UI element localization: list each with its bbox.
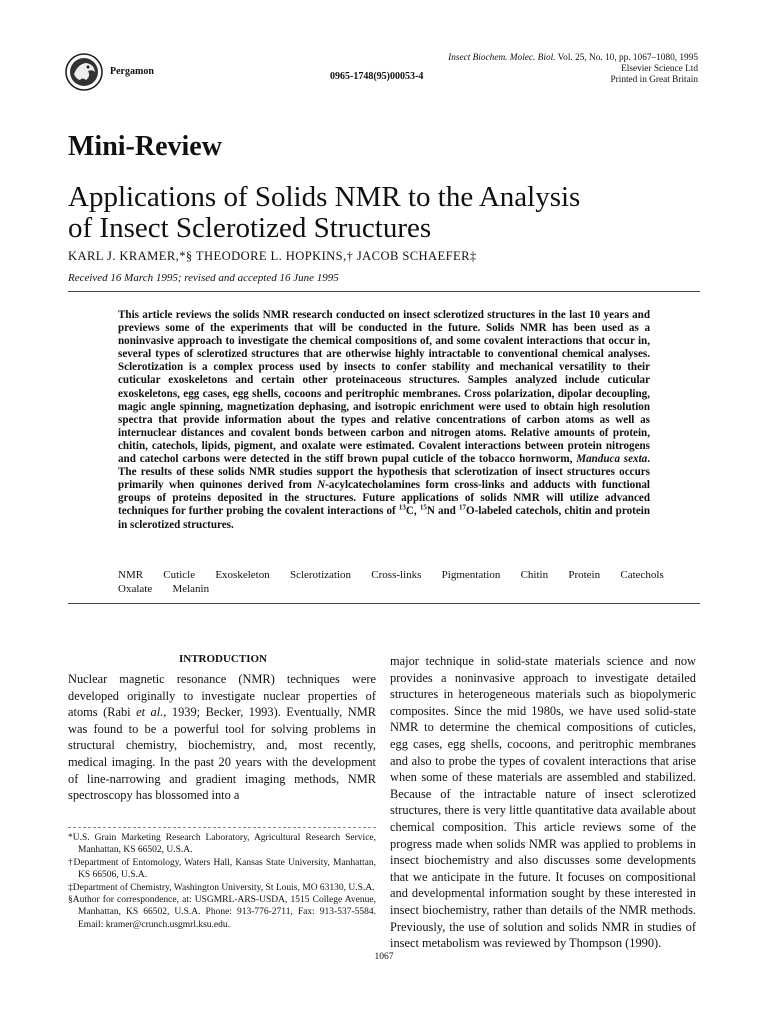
keywords-line-2: Oxalate Melanin xyxy=(118,583,210,595)
footnote-3: ‡Department of Chemistry, Washington University, St Louis, MO 63130, U.S.A. xyxy=(68,882,375,893)
printed-line: Printed in Great Britain xyxy=(610,75,698,85)
introduction-heading: INTRODUCTION xyxy=(178,653,267,665)
abstract-n: N and xyxy=(426,505,456,518)
divider-bottom xyxy=(68,603,700,604)
section-title: Mini-Review xyxy=(68,131,222,162)
abstract-species: Manduca sexta xyxy=(576,453,648,466)
abstract-sup-n: 15 xyxy=(419,503,427,512)
article-title-line-1: Applications of Solids NMR to the Analysis xyxy=(68,181,581,213)
journal-name: Insect Biochem. Molec. Biol. xyxy=(448,53,556,63)
footnote-4: §Author for correspondence, at: USGMRL-ARS-USDA, 1515 College Avenue, Manhattan, KS 66502, U.S.A. Phone: 913-776-2711, Fax: 913-537-5584. Email: kramer@crunch.usgmrl.ksu.edu. xyxy=(68,895,376,930)
copyright-line: Elsevier Science Ltd xyxy=(621,64,698,74)
pergamon-logo xyxy=(64,52,104,92)
intro-left-b: , 1939; Becker, 1993). Eventually, NMR was found to be a powerful tool for solving problems in structural chemistry, biochemistry, and, most recently, medical imaging. In the past 20 years with the development of line-narrowing and gradient imaging methods, NMR spectroscopy has blossomed into a xyxy=(68,705,376,803)
publisher-name: Pergamon xyxy=(110,66,154,77)
article-title xyxy=(68,182,708,244)
abstract-part-1: This article reviews the solids NMR research conducted on insect sclerotized structures in the last 10 years and previews some of the experiments that will be conducted in the future. Solids NMR has been used as a noninvasive approach to investigate the chemical compositions of, and some covalent interactions that occur in, several types of sclerotized structures that are otherwise highly intractable to conventional chemical analyses. Sclerotization is a complex process used by insects to confer stability and mechanical versatility to their cuticular exoskeletons and certain other proteinaceous structures. Samples analyzed include cuticular exoskeletons, egg cases, egg shells, cocoons and peritrophic membranes. Cross polarization, dipolar decoupling, magic angle spinning, magnetization dephasing, and isotropic enrichment were used to obtain high resolution spectra that provide information about the types and relative concentrations of carbon atoms as well as internuclear distances and covalent bonds between carbon and nitrogen atoms. Relative amounts of protein, chitin, catechols, lipids, pigment, and oxalate were estimated. Covalent interactions between protein nitrogens and catechol carbons were detected in the stiff brown pupal cuticle of the tobacco hornworm, xyxy=(118,309,650,466)
abstract xyxy=(118,309,650,532)
abstract-part-3: -acylcatecholamines form cross-links and adducts with functional groups of proteins deposited in the structures. Future applications of solids NMR will utilize advanced techniques for further probing the covalent interactions of xyxy=(118,479,650,518)
abstract-part-2: . The results of these solids NMR studies support the hypothesis that sclerotization of insect structures occurs primarily when quinones derived from xyxy=(118,453,650,492)
footnote-2: †Department of Entomology, Waters Hall, Kansas State University, Manhattan, KS 66506, U.S.A. xyxy=(68,857,376,881)
received-date: Received 16 March 1995; revised and accepted 16 June 1995 xyxy=(68,272,339,284)
abstract-sup-o: 17 xyxy=(459,503,466,512)
footnote-divider xyxy=(68,827,376,828)
abstract-c: C, xyxy=(405,505,417,518)
keywords xyxy=(118,568,664,596)
footnote-1: *U.S. Grain Marketing Research Laboratory, Agricultural Research Service, Manhattan, KS 66502, U.S.A. xyxy=(68,833,376,856)
divider-top xyxy=(68,291,700,292)
abstract-n-italic: N xyxy=(317,479,326,492)
abstract-sup-c: 13 xyxy=(398,503,406,512)
footnotes xyxy=(68,832,376,931)
article-title-line-2: of Insect Sclerotized Structures xyxy=(68,212,432,244)
intro-left-column xyxy=(68,671,376,804)
doi: 0965-1748(95)00053-4 xyxy=(330,71,424,82)
intro-right-column: major technique in solid-state materials science and now provides a noninvasive approach to investigate detailed structures in heterogeneous materials such as biopolymeric composites. Since the mid 1980s, we have used solid-state NMR to determine the chemical compositions of cuticles, egg cases, egg shells, cocoons, and peritrophic membranes and also to probe the types of covalent interactions that arise when some of these materials are assembled and stabilized. Because of the intractable nature of insect sclerotized structures, there is very little quantitative data available about chemical composition. This article reviews some of the progress made when solids NMR was applied to problems in insect biochemistry and also discusses some developments that we anticipate in the future. It focuses on compositional and developmental information sought by these interested in insect biochemistry, rather than details of the NMR methods. Previously, the use of solution and solids NMR in studies of insect metabolism was reviewed by Thompson (1990). xyxy=(390,654,696,951)
journal-volume: Vol. 25, No. 10, pp. 1067–1080, 1995 xyxy=(557,53,698,63)
keywords-line-1: NMR Cuticle Exoskeleton Sclerotization Cross-links Pigmentation Chitin Protein Catechols xyxy=(118,569,664,581)
page-number: 1067 xyxy=(374,952,394,962)
intro-et-al: et al. xyxy=(136,705,164,720)
journal-info xyxy=(448,53,698,86)
intro-left-a: Nuclear magnetic resonance (NMR) techniques were developed originally to investigate nuclear properties of atoms (Rabi xyxy=(68,672,376,720)
authors: KARL J. KRAMER,*§ THEODORE L. HOPKINS,† JACOB SCHAEFER‡ xyxy=(68,249,477,263)
abstract-part-4: O-labeled catechols, chitin and protein in sclerotized structures. xyxy=(118,505,650,531)
